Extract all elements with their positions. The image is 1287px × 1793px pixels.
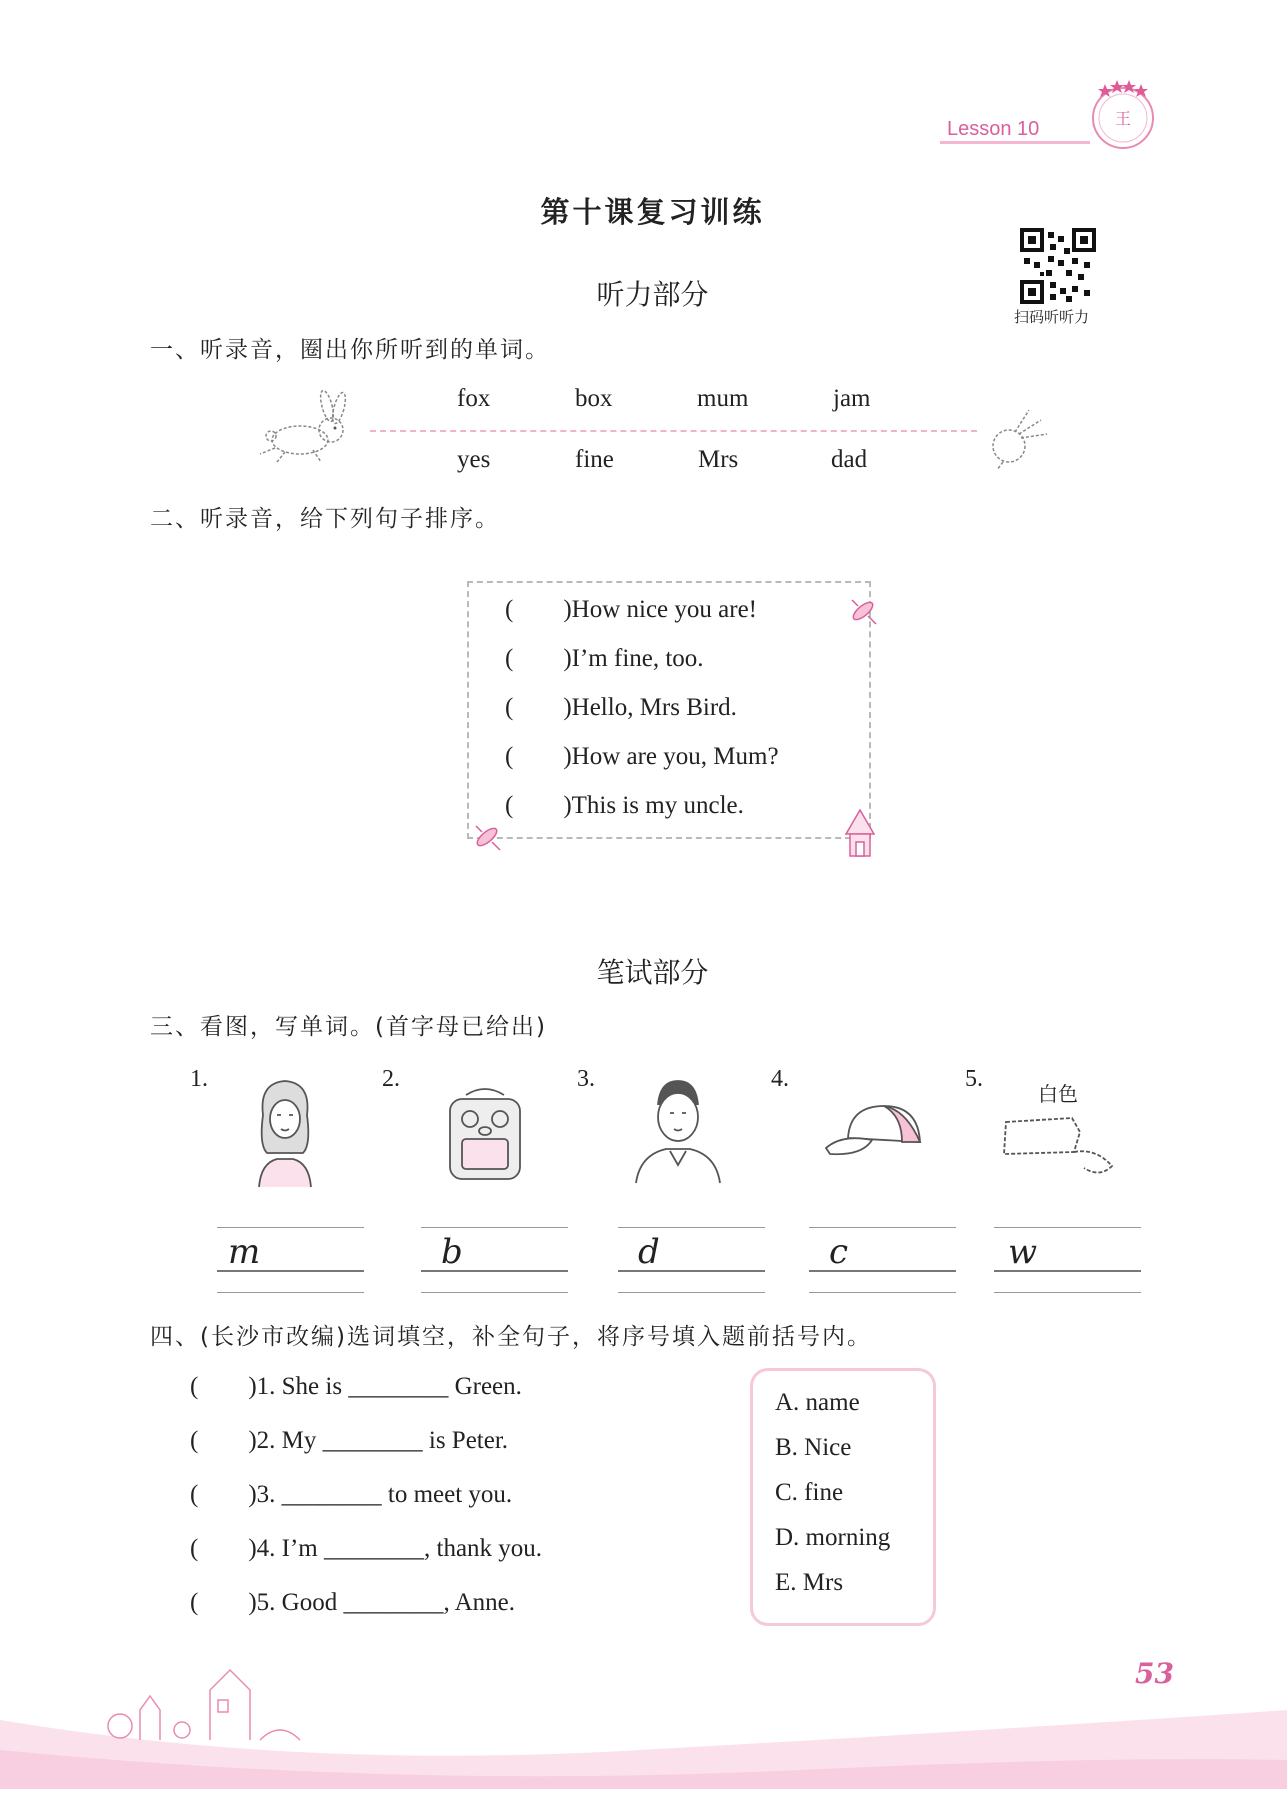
word-option[interactable]: yes <box>457 446 491 473</box>
word-bank-option: C. fine <box>775 1479 844 1506</box>
answer-field-2[interactable]: b <box>441 1232 463 1272</box>
fill-blank-item[interactable]: ( )3. ________ to meet you. <box>190 1481 513 1508</box>
item-number: 5. <box>965 1066 983 1092</box>
bag-icon <box>440 1085 530 1189</box>
qr-caption: 扫码听听力 <box>1014 308 1090 326</box>
cap-icon <box>822 1098 938 1174</box>
q1-label: 一、听录音，圈出你所听到的单词。 <box>150 337 550 363</box>
lesson-label: Lesson 10 <box>947 118 1040 140</box>
guide-line <box>618 1292 765 1293</box>
guide-line <box>421 1227 568 1228</box>
header-divider <box>940 141 1090 144</box>
word-option[interactable]: Mrs <box>698 446 739 473</box>
guide-line <box>217 1292 364 1293</box>
word-option[interactable]: jam <box>833 385 871 412</box>
listening-heading: 听力部分 <box>596 278 709 311</box>
q3-label: 三、看图，写单词。(首字母已给出) <box>150 1014 547 1040</box>
guide-line <box>809 1292 956 1293</box>
guide-line <box>809 1227 956 1228</box>
brand-logo-icon <box>1085 78 1161 154</box>
radish-icon <box>985 400 1055 474</box>
guide-line <box>217 1227 364 1228</box>
fill-blank-item[interactable]: ( )2. My ________ is Peter. <box>190 1427 509 1454</box>
candy-icon <box>846 594 880 632</box>
word-option[interactable]: fox <box>457 385 491 412</box>
fill-blank-item[interactable]: ( )1. She is ________ Green. <box>190 1373 522 1400</box>
answer-field-1[interactable]: m <box>228 1232 261 1272</box>
page-title: 第十课复习训练 <box>540 195 765 229</box>
guide-line <box>994 1292 1141 1293</box>
picture-caption: 白色 <box>1038 1084 1078 1106</box>
sentence-item[interactable]: ( )I’m fine, too. <box>505 645 704 672</box>
word-option[interactable]: mum <box>697 385 749 412</box>
house-icon <box>840 808 880 866</box>
answer-field-5[interactable]: w <box>1008 1232 1038 1272</box>
sentence-item[interactable]: ( )This is my uncle. <box>505 792 744 819</box>
word-option[interactable]: dad <box>831 446 868 473</box>
svg-text:王: 王 <box>1114 109 1132 128</box>
castle-icon <box>108 1670 300 1740</box>
answer-field-4[interactable]: c <box>829 1232 849 1272</box>
girl-icon <box>245 1075 325 1194</box>
page-number: 53 <box>1135 1657 1174 1690</box>
answer-field-3[interactable]: d <box>638 1232 660 1272</box>
fill-blank-item[interactable]: ( )5. Good ________, Anne. <box>190 1589 515 1616</box>
word-bank-option: B. Nice <box>775 1434 852 1461</box>
sentence-item[interactable]: ( )How are you, Mum? <box>505 743 779 770</box>
sentence-item[interactable]: ( )Hello, Mrs Bird. <box>505 694 737 721</box>
fill-blank-item[interactable]: ( )4. I’m ________, thank you. <box>190 1535 543 1562</box>
item-number: 2. <box>382 1066 400 1092</box>
man-icon <box>630 1075 726 1189</box>
candy-icon <box>470 820 504 858</box>
header-badge <box>1085 78 1161 154</box>
sentence-item[interactable]: ( )How nice you are! <box>505 596 757 623</box>
item-number: 4. <box>771 1066 789 1092</box>
item-number: 1. <box>190 1066 208 1092</box>
paint-icon <box>1000 1108 1120 1192</box>
word-option[interactable]: box <box>575 385 613 412</box>
guide-line <box>994 1227 1141 1228</box>
guide-line <box>421 1292 568 1293</box>
rabbit-icon <box>255 388 350 472</box>
word-bank-option: A. name <box>775 1389 860 1416</box>
word-bank-option: D. morning <box>775 1524 891 1551</box>
q4-label: 四、(长沙市改编)选词填空，补全句子，将序号填入题前括号内。 <box>150 1324 872 1350</box>
writing-heading: 笔试部分 <box>596 956 709 989</box>
q2-label: 二、听录音，给下列句子排序。 <box>150 506 500 532</box>
word-option[interactable]: fine <box>575 446 614 473</box>
footer-wave <box>0 1660 1287 1789</box>
word-bank-option: E. Mrs <box>775 1569 844 1596</box>
guide-line <box>618 1227 765 1228</box>
item-number: 3. <box>577 1066 595 1092</box>
q1-divider <box>370 430 977 432</box>
